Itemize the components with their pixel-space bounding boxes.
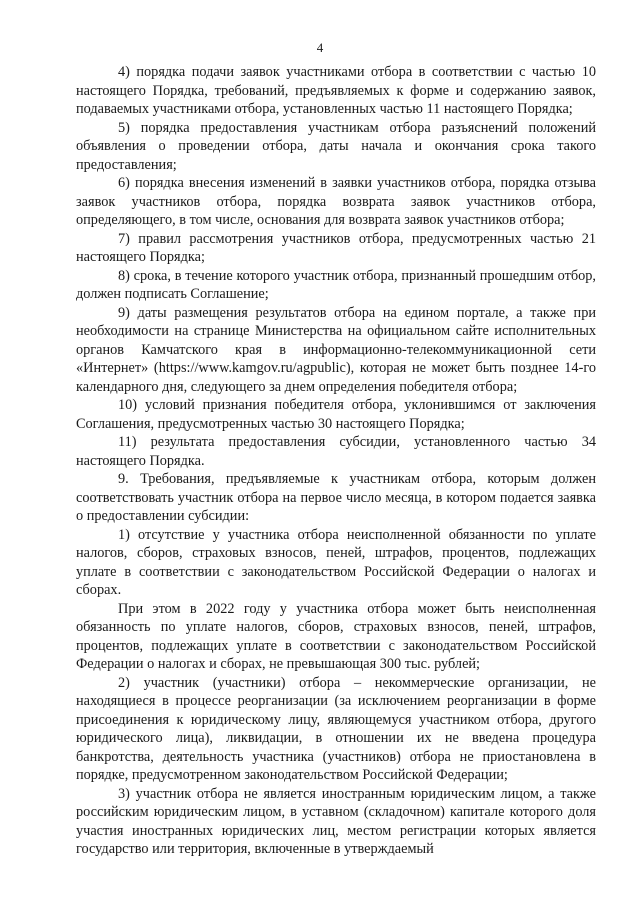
paragraph-item-5: 5) порядка предоставления участникам отбора разъяснений положений объявления о проведении отбора, даты начала и окончания срока такого предоставления;	[76, 119, 596, 173]
requirement-3: 3) участник отбора не является иностранным юридическим лицом, а также российским юридическим лицом, в уставном (складочном) капитале которого доля участия иностранных юридических лиц, местом регистрации которых является государство или территория, включенные в утверждаемый	[76, 785, 596, 857]
paragraph-item-6: 6) порядка внесения изменений в заявки участников отбора, порядка отзыва заявок участников отбора, порядка возврата заявок участников отбора, определяющего, в том числе, основания для возврата заявок участников отбора;	[76, 175, 596, 228]
requirement-1-note: При этом в 2022 году у участника отбора может быть неисполненная обязанность по уплате налогов, сборов, страховых взносов, пеней, штрафов, процентов, подлежащих уплате в соответствии с законодательством Российской Федерации о налогах и сборах, не превышающая 300 тыс. рублей;	[76, 600, 596, 672]
paragraph-item-8: 8) срока, в течение которого участник отбора, признанный прошедшим отбор, должен подписать Соглашение;	[76, 267, 596, 302]
paragraph-item-10: 10) условий признания победителя отбора, уклонившимся от заключения Соглашения, предусмотренных частью 30 настоящего Порядка;	[76, 397, 596, 432]
paragraph-item-4: 4) порядка подачи заявок участниками отбора в соответствии с частью 10 настоящего Порядка, требований, предъявляемых к форме и содержанию заявок, подаваемых участниками отбора, установленных частью 11 настоящего Порядка;	[76, 64, 596, 117]
page-number: 4	[316, 40, 324, 55]
requirement-1: 1) отсутствие у участника отбора неисполненной обязанности по уплате налогов, сборов, страховых взносов, пеней, штрафов, процентов, подлежащих уплате в соответствии с законодательством Российской Федерации о налогах и сборах.	[76, 526, 596, 598]
paragraph-item-9: 9) даты размещения результатов отбора на едином портале, а также при необходимости на странице Министерства на официальном сайте исполнительных органов Камчатского края в информационно-телекоммуникационной сети «Интернет» (https://www.kamgov.ru/agpublic), которая не может быть позднее 14-го календарного дня, следующего за днем определения победителя отбора;	[76, 304, 596, 395]
body-text	[76, 63, 596, 859]
paragraph-item-11: 11) результата предоставления субсидии, установленного частью 34 настоящего Порядка.	[76, 434, 596, 469]
paragraph-item-7: 7) правил рассмотрения участников отбора, предусмотренных частью 21 настоящего Порядка;	[76, 230, 596, 265]
requirement-2: 2) участник (участники) отбора – некоммерческие организации, не находящиеся в процессе реорганизации (за исключением реорганизации в форме присоединения к юридическому лицу, являющемуся участником отбора, другого юридического лица), ликвидации, в отношении их не введена процедура банкротства, деятельность участника (участников) отбора не приостановлена в порядке, предусмотренном законодательством Российской Федерации;	[76, 674, 596, 783]
section-9-requirements: 9. Требования, предъявляемые к участникам отбора, которым должен соответствовать участник отбора на первое число месяца, в котором подается заявка о предоставлении субсидии:	[76, 471, 596, 524]
